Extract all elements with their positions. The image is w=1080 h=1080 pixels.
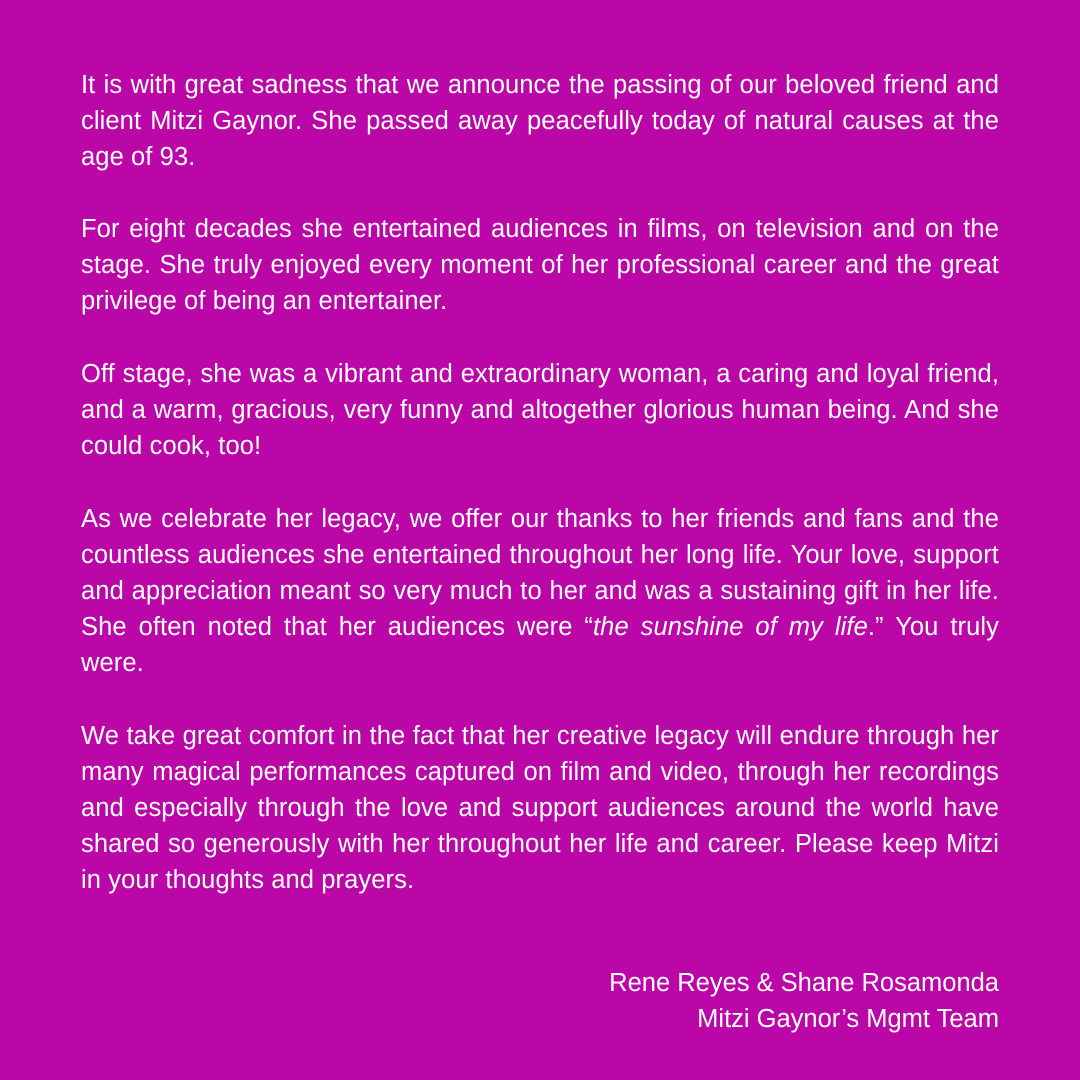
paragraph-legacy: We take great comfort in the fact that her creative legacy will endure through her many magical performances captured on film and video, through her recordings and especially through the love and support audiences around the world have shared so generously with her throughout her life and career. Please keep Mitzi in your thoughts and prayers. bbox=[81, 722, 999, 894]
signature-names: Rene Reyes & Shane Rosamonda bbox=[609, 969, 999, 997]
statement-body bbox=[81, 67, 999, 935]
thanks-closing: .” You truly were. bbox=[81, 613, 999, 677]
thanks-text: As we celebrate her legacy, we offer our thanks to her friends and fans and the countless audiences she entertained throughout her long life. Your love, support and appreciation meant so very much to her and was a sustaining gift in her life. She often noted that her audiences were “ bbox=[81, 505, 999, 641]
paragraph-personal: Off stage, she was a vibrant and extraordinary woman, a caring and loyal friend, and a warm, gracious, very funny and altogether glorious human being. And she could cook, too! bbox=[81, 360, 999, 460]
signature-team: Mitzi Gaynor’s Mgmt Team bbox=[697, 1005, 999, 1033]
signature-block bbox=[609, 965, 999, 1037]
paragraph-career: For eight decades she entertained audiences in films, on television and on the stage. She truly enjoyed every moment of her professional career and the great privilege of being an entertainer. bbox=[81, 215, 999, 315]
paragraph-thanks bbox=[81, 501, 999, 681]
paragraph-announcement: It is with great sadness that we announce the passing of our beloved friend and client Mitzi Gaynor. She passed away peacefully today of natural causes at the age of 93. bbox=[81, 71, 999, 171]
quote-italic: the sunshine of my life bbox=[593, 613, 868, 641]
